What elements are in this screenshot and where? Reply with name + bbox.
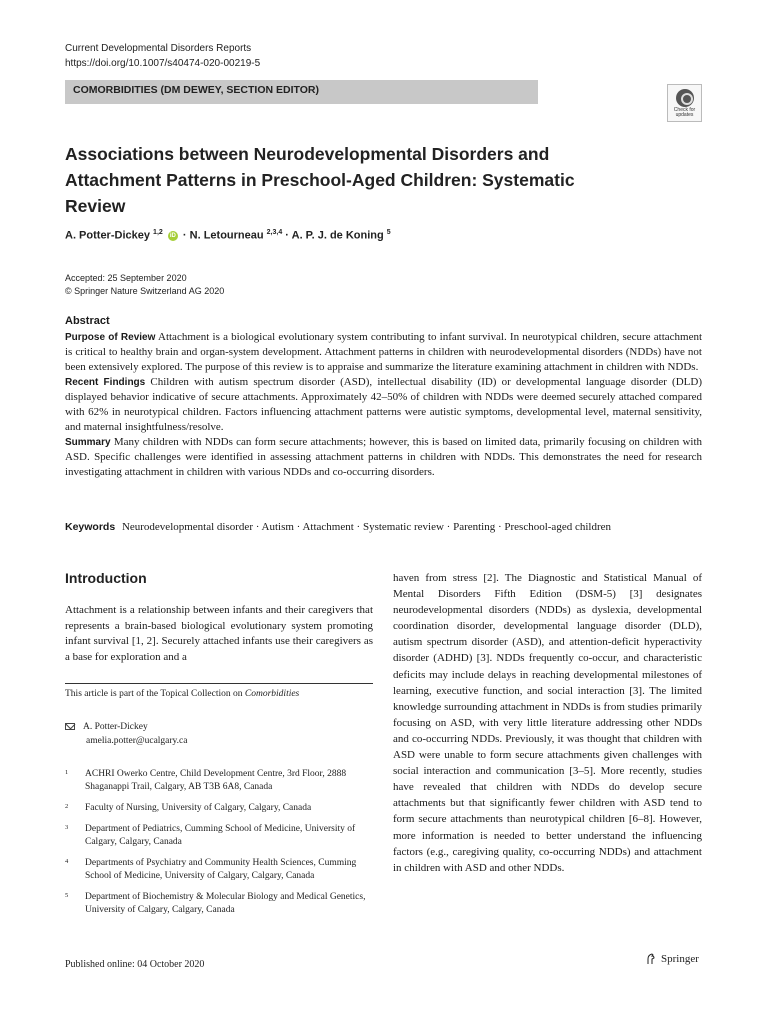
author-affil-sup: 1,2	[153, 229, 163, 236]
keywords	[65, 520, 715, 535]
check-updates-icon	[676, 89, 694, 107]
abstract	[65, 314, 702, 480]
abstract-paragraph	[65, 435, 702, 480]
intro-paragraph: haven from stress [2]. The Diagnostic and Statistical Manual of Mental Disorders Fifth Edition (DSM-5) [3] designates neurodevelopmental disorders (NDDs) as dyslexia, developmental coordination disorder, developmental language disorder (DLD), autism spectrum disorder (ASD), and attention-deficit hyperactivity disorder (ADHD) [3]. NDDs frequently co-occur, and characteristic deficits may include delays in reaching developmental milestones of learning, executive function, and social interaction [3]. The limited knowledge surrounding attachment in NDDs is from studies primarily focusing on ASD, with very little literature addressing other NDDs and co-occurring NDDs. Previously, it was thought that children with ASD were unable to form secure attachments given challenges with social interaction and communication [3–5]. More recently, studies have revealed that children with NDDs do develop secure attachments but that significantly fewer children with ASD tend to form secure attachments than neurotypical children [6–8]. However, more information is needed to better understand the influencing factors (e.g., caregiving quality, co-occurring NDDs) and attachment in children with ASD and other NDDs.	[393, 572, 702, 874]
section-banner: COMORBIDITIES (DM DEWEY, SECTION EDITOR)	[65, 80, 538, 104]
topical-collection-name[interactable]: Comorbidities	[244, 689, 300, 699]
author-list	[65, 229, 391, 242]
copyright-notice: © Springer Nature Switzerland AG 2020	[65, 286, 225, 296]
author-separator: ·	[285, 229, 289, 242]
introduction-heading: Introduction	[65, 570, 147, 586]
article-title: Associations between Neurodevelopmental Disorders and Attachment Patterns in Preschool-Aged Children: Systematic Review	[65, 144, 575, 216]
author-name[interactable]: A. P. J. de Koning	[291, 229, 384, 242]
affiliation-text: Department of Biochemistry & Molecular Biology and Medical Genetics, University of Calgary, Calgary, Canada	[85, 892, 366, 915]
journal-name: Current Developmental Disorders Reports	[65, 43, 252, 54]
affiliation-number: 1	[65, 769, 69, 776]
article-meta	[65, 272, 224, 298]
contact-email[interactable]: amelia.potter@ucalgary.ca	[86, 736, 188, 746]
abstract-heading: Abstract	[65, 315, 110, 327]
abstract-subheading: Recent Findings	[65, 377, 146, 388]
doi-link[interactable]: https://doi.org/10.1007/s40474-020-00219-5	[65, 58, 261, 69]
affiliation-item	[65, 823, 375, 849]
abstract-subheading: Summary	[65, 437, 111, 448]
envelope-icon	[65, 723, 75, 730]
keywords-text: Neurodevelopmental disorder · Autism · Attachment · Systematic review · Parenting · Preschool-aged children	[121, 521, 611, 533]
author-affil-sup: 5	[386, 229, 391, 236]
badge-label-1: Check for	[673, 107, 696, 113]
keywords-label: Keywords	[65, 521, 116, 533]
check-for-updates-badge[interactable]	[667, 84, 702, 122]
publisher-logo	[645, 953, 699, 965]
affiliation-text: Faculty of Nursing, University of Calgary, Calgary, Canada	[85, 803, 312, 813]
journal-header	[65, 41, 260, 71]
abstract-subheading: Purpose of Review	[65, 332, 156, 343]
topical-collection-note	[65, 689, 299, 699]
left-column	[65, 570, 373, 665]
affiliation-text: Departments of Psychiatry and Community Health Sciences, Cumming School of Medicine, University of Calgary, Calgary, Canada	[85, 858, 357, 881]
affiliation-number: 2	[65, 803, 69, 810]
published-date: Published online: 04 October 2020	[65, 959, 205, 970]
abstract-text: Many children with NDDs can form secure attachments; however, this is based on limited data, primarily focusing on children with ASD. Specific challenges were identified in assessing attachment patterns in children with NDDs. This demonstrates the need for research investigating attachment in children with various NDDs and co-occurring disorders.	[65, 436, 702, 478]
affiliation-number: 5	[65, 892, 69, 899]
affiliation-text: Department of Pediatrics, Cumming School of Medicine, University of Calgary, Calgary, Canada	[85, 824, 356, 847]
affiliation-item	[65, 857, 375, 883]
affiliations	[65, 768, 375, 925]
abstract-paragraph	[65, 375, 702, 435]
author-separator: ·	[182, 229, 187, 242]
right-column	[393, 570, 702, 876]
accepted-date: Accepted: 25 September 2020	[65, 273, 187, 283]
author-name[interactable]: A. Potter-Dickey	[65, 229, 150, 242]
affiliation-item	[65, 891, 375, 917]
contact-name: A. Potter-Dickey	[83, 722, 148, 732]
badge-label-2: updates	[675, 112, 694, 118]
corresponding-author	[65, 720, 188, 748]
abstract-text: Attachment is a biological evolutionary system contributing to infant survival. In neurotypical children, secure attachment is critical to healthy brain and organ-system development. Attachment patterns in children with neurodevelopmental disorders (NDDs) have not been extensively explored. The purpose of this review is to appraise and summarize the literature examining attachment in children with NDDs.	[65, 331, 703, 373]
author-name[interactable]: N. Letourneau	[189, 229, 264, 242]
abstract-paragraph	[65, 330, 702, 375]
orcid-icon[interactable]: iD	[169, 232, 176, 239]
topical-prefix: This article is part of the Topical Collection on	[65, 689, 245, 699]
affiliation-number: 4	[65, 858, 69, 865]
springer-horse-icon	[645, 953, 657, 965]
author-affil-sup: 2,3,4	[266, 229, 283, 236]
footnote-divider	[65, 683, 373, 684]
affiliation-number: 3	[65, 824, 69, 831]
abstract-text: Children with autism spectrum disorder (ASD), intellectual disability (ID) or developmental language disorder (DLD) displayed behavior indicative of secure attachments. Approximately 42–50% of children with NDDs were deemed securely attached compared with 62% in neurotypical children. Factors influencing attachment patterns were autistic symptoms, developmental level, maternal sensitivity, and maternal insightfulness/resolve.	[65, 376, 702, 433]
publisher-name: Springer	[661, 953, 699, 965]
affiliation-text: ACHRI Owerko Centre, Child Development Centre, 3rd Floor, 2888 Shaganappi Trail, Calgary, AB T3B 6A8, Canada	[85, 769, 347, 792]
affiliation-item	[65, 768, 375, 794]
affiliation-item	[65, 802, 375, 815]
intro-paragraph: Attachment is a relationship between infants and their caregivers that represents a brain-based biological evolutionary system promoting infant survival [1, 2]. Securely attached infants use their caregivers as a base for exploration and a	[65, 604, 373, 663]
